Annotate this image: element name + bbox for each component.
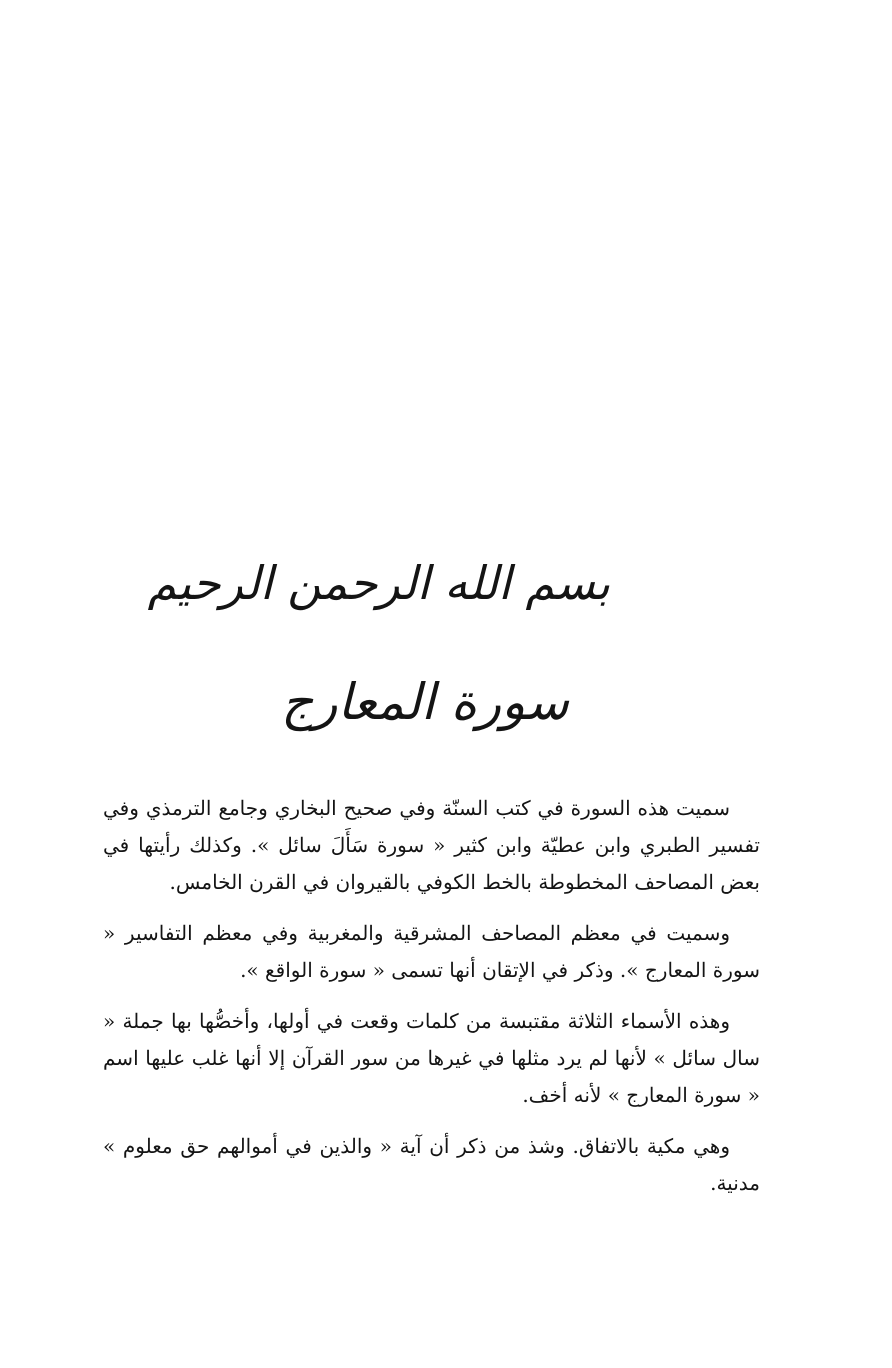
paragraph: وهذه الأسماء الثلاثة مقتبسة من كلمات وقعت في أولها، وأخصُّها بها جملة « سال سائل » لأنها لم يرد مثلها في غيرها من سور القرآن إلا أنها غلب عليها اسم « سورة المعارج » لأنه أخف. [103, 1009, 760, 1107]
basmala-heading: بسم الله الرحمن الرحيم [147, 556, 610, 610]
paragraph: وهي مكية بالاتفاق. وشذ من ذكر أن آية « والذين في أموالهم حق معلوم » مدنية. [103, 1134, 760, 1195]
paragraph: سميت هذه السورة في كتب السنّة وفي صحيح البخاري وجامع الترمذي وفي تفسير الطبري وابن عطيّة وابن كثير « سورة سَأَلَ سائل ». وكذلك رأيتها في بعض المصاحف المخطوطة بالخط الكوفي بالقيروان في القرن الخامس. [103, 796, 760, 894]
surah-title: سورة المعارج [281, 673, 569, 731]
paragraph: وسميت في معظم المصاحف المشرقية والمغربية وفي معظم التفاسير « سورة المعارج ». وذكر في الإتقان أنها تسمى « سورة الواقع ». [103, 921, 760, 982]
body-text [103, 790, 760, 1216]
